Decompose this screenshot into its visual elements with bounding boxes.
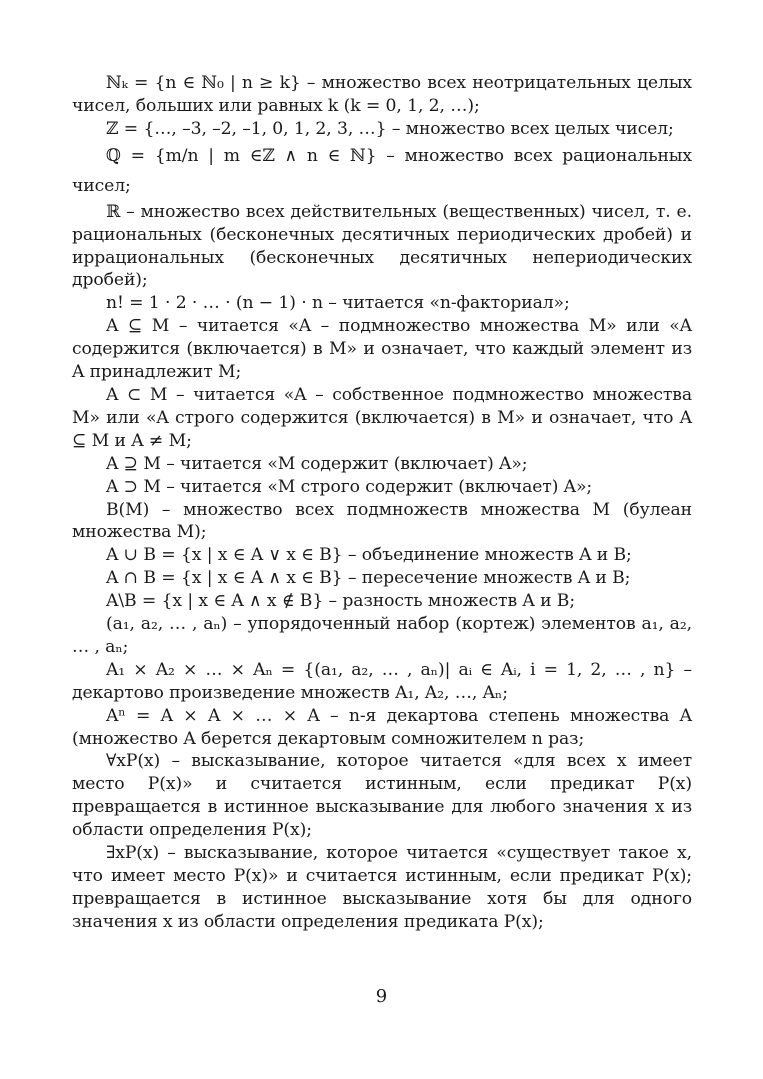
def-factorial: n! = 1 · 2 · … · (n − 1) · n – читается «n-факториал»; [106, 293, 570, 314]
def-proper-superset: A ⊃ M – читается «M строго содержит (включает) A»; [106, 476, 593, 497]
def-integers: ℤ = {…, –3, –2, –1, 0, 1, 2, 3, …} – множество всех целых чисел; [106, 118, 674, 139]
def-rationals: ℚ = {m/n | m ∈ℤ ∧ n ∈ ℕ} – множество всех рациональных чисел; [72, 145, 692, 196]
def-cartesian-product: A₁ × A₂ × … × Aₙ = {(a₁, a₂, … , aₙ)| aᵢ ∈ Aᵢ, i = 1, 2, … , n} – декартово произведение множеств A₁, A₂, …, Aₙ; [72, 659, 692, 703]
def-existential-quantifier: ∃xP(x) – высказывание, которое читается «существует такое x, что имеет место P(x)» и считается истинным, если предикат P(x); превращается в истинное высказывание хотя бы для одного значения x из области определения предиката P(x); [72, 843, 692, 932]
def-reals: ℝ – множество всех действительных (вещественных) чисел, т. е. рациональных (бесконечных десятичных периодических дробей) и иррациональных (бесконечных десятичных непериодических дробей); [72, 201, 692, 291]
def-tuple: (a₁, a₂, … , aₙ) – упорядоченный набор (кортеж) элементов a₁, a₂, … , aₙ; [72, 614, 692, 657]
def-proper-subset: A ⊂ M – читается «A – собственное подмножество множества M» или «A строго содержится (включается) в M» и означает, что A ⊆ M и A ≠ M; [72, 384, 692, 451]
def-subset: A ⊆ M – читается «A – подмножество множества M» или «A содержится (включается) в M» и означает, что каждый элемент из A принадлежит M; [72, 316, 692, 383]
def-universal-quantifier: ∀xP(x) – высказывание, которое читается «для всех x имеет место P(x)» и считается истинным, если предикат P(x) превращается в истинное высказывание для любого значения x из области определения P(x); [72, 751, 692, 841]
def-naturals-k: ℕₖ = {n ∈ ℕ₀ | n ≥ k} – множество всех неотрицательных целых чисел, больших или равных k (k = 0, 1, 2, …); [72, 73, 692, 116]
def-intersection: A ∩ B = {x | x ∈ A ∧ x ∈ B} – пересечение множеств A и B; [106, 568, 631, 589]
page-number: 9 [375, 986, 388, 1007]
def-cartesian-power: Aⁿ = A × A × … × A – n-я декартова степень множества A (множество A берется декартовым сомножителем n раз; [72, 705, 692, 749]
def-union: A ∪ B = {x | x ∈ A ∨ x ∈ B} – объединение множеств A и B; [106, 545, 632, 566]
def-superset: A ⊇ M – читается «M содержит (включает) A»; [106, 453, 528, 474]
page-body [72, 72, 692, 934]
def-difference: A\B = {x | x ∈ A ∧ x ∉ B} – разность множеств A и B; [106, 591, 576, 612]
def-powerset: B(M) – множество всех подмножеств множества M (булеан множества M); [72, 499, 692, 543]
